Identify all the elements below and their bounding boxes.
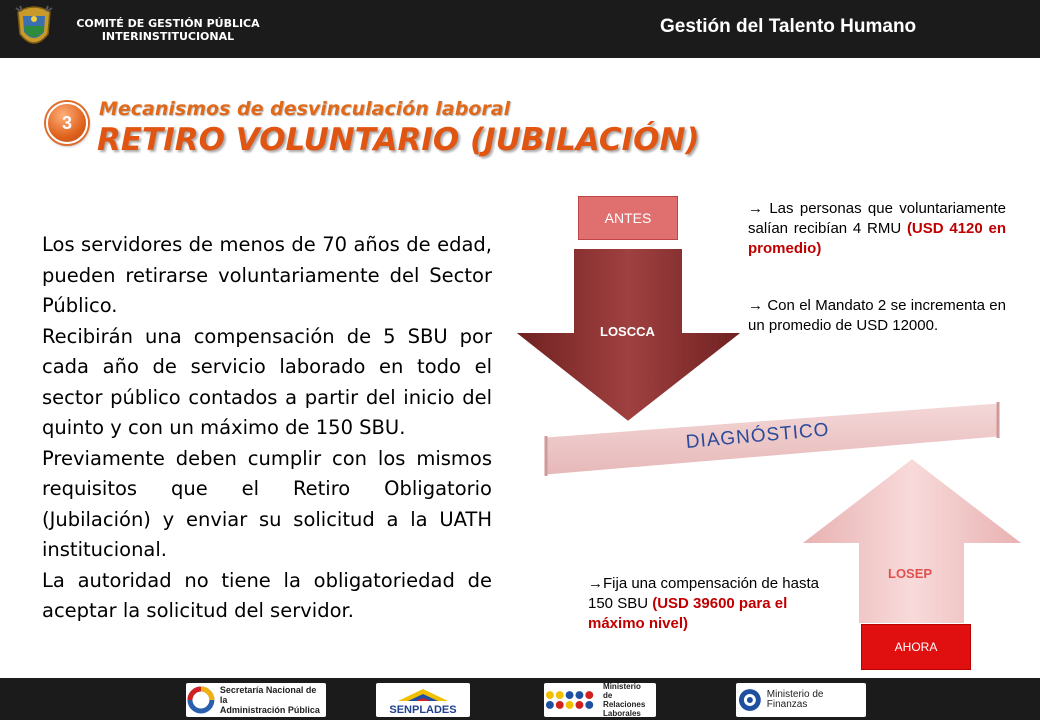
logo1-line2: Administración Pública	[219, 705, 320, 715]
section-title: Gestión del Talento Humano	[660, 16, 917, 37]
ahora-box: AHORA	[861, 624, 971, 670]
note-before	[748, 199, 1006, 259]
logo-ministerio-relaciones	[544, 683, 656, 717]
secretaria-logo-icon	[186, 685, 220, 715]
finanzas-emblem-icon	[736, 686, 764, 714]
loscca-label: LOSCCA	[600, 324, 655, 339]
slide-subtitle: Mecanismos de desvinculación laboral	[99, 98, 511, 120]
right-arrow-icon: →	[748, 200, 770, 217]
right-arrow-icon: →	[588, 575, 603, 592]
up-arrow-losep	[800, 458, 1024, 624]
logo3-line2: de Relaciones	[603, 691, 646, 709]
body-paragraph: Recibirán una compensación de 5 SBU por cada año de servicio laborado en todo el sector público contados a partir del inicio del quinto y con un máximo de 150 SBU.	[42, 324, 492, 439]
body-paragraph: La autoridad no tiene la obligatoriedad de aceptar la solicitud del servidor.	[42, 568, 492, 622]
note-text: Fija una compensación de hasta 150 SBU	[588, 575, 819, 612]
footer-bar	[0, 678, 1040, 720]
note-highlight: (USD 39600 para el máximo nivel)	[588, 595, 788, 632]
logo3-line1: Ministerio	[603, 682, 641, 691]
note-losep	[588, 574, 824, 634]
body-paragraph: Previamente deben cumplir con los mismos requisitos que el Retiro Obligatorio (Jubilación) y enviar su solicitud a la UATH institucional.	[42, 446, 492, 561]
body-paragraph: Los servidores de menos de 70 años de edad, pueden retirarse voluntariamente del Sector Público.	[42, 233, 492, 317]
slide-number-badge: 3	[46, 102, 88, 144]
logo3-line3: Laborales	[603, 709, 641, 718]
committee-line2: INTERINSTITUCIONAL	[101, 30, 235, 43]
logo-ministerio-finanzas	[736, 683, 866, 717]
diagnostico-label: DIAGNÓSTICO	[685, 419, 831, 453]
note-mandate	[748, 296, 1006, 336]
antes-box: ANTES	[578, 196, 678, 240]
slide-title: RETIRO VOLUNTARIO (JUBILACIÓN)	[97, 122, 700, 158]
logo4-text: Ministerio de Finanzas	[766, 689, 824, 710]
logo-senplades	[376, 683, 470, 717]
relaciones-dots-icon	[544, 688, 603, 712]
logo2-text: SENPLADES	[389, 703, 457, 716]
note-highlight: (USD 4120 en promedio)	[748, 220, 1006, 257]
losep-label: LOSEP	[888, 566, 933, 581]
note-text: Las personas que voluntariamente salían recibían 4 RMU	[748, 200, 1006, 237]
senplades-flag-icon	[388, 689, 458, 701]
committee-line1: COMITÉ DE GESTIÓN PÚBLICA	[76, 17, 260, 30]
note-text: Con el Mandato 2 se incrementa en un promedio de USD 12000.	[748, 297, 1006, 334]
right-arrow-icon: →	[748, 297, 768, 314]
logo1-line1: Secretaría Nacional de la	[219, 685, 317, 705]
logo-secretaria-administracion	[186, 683, 326, 717]
